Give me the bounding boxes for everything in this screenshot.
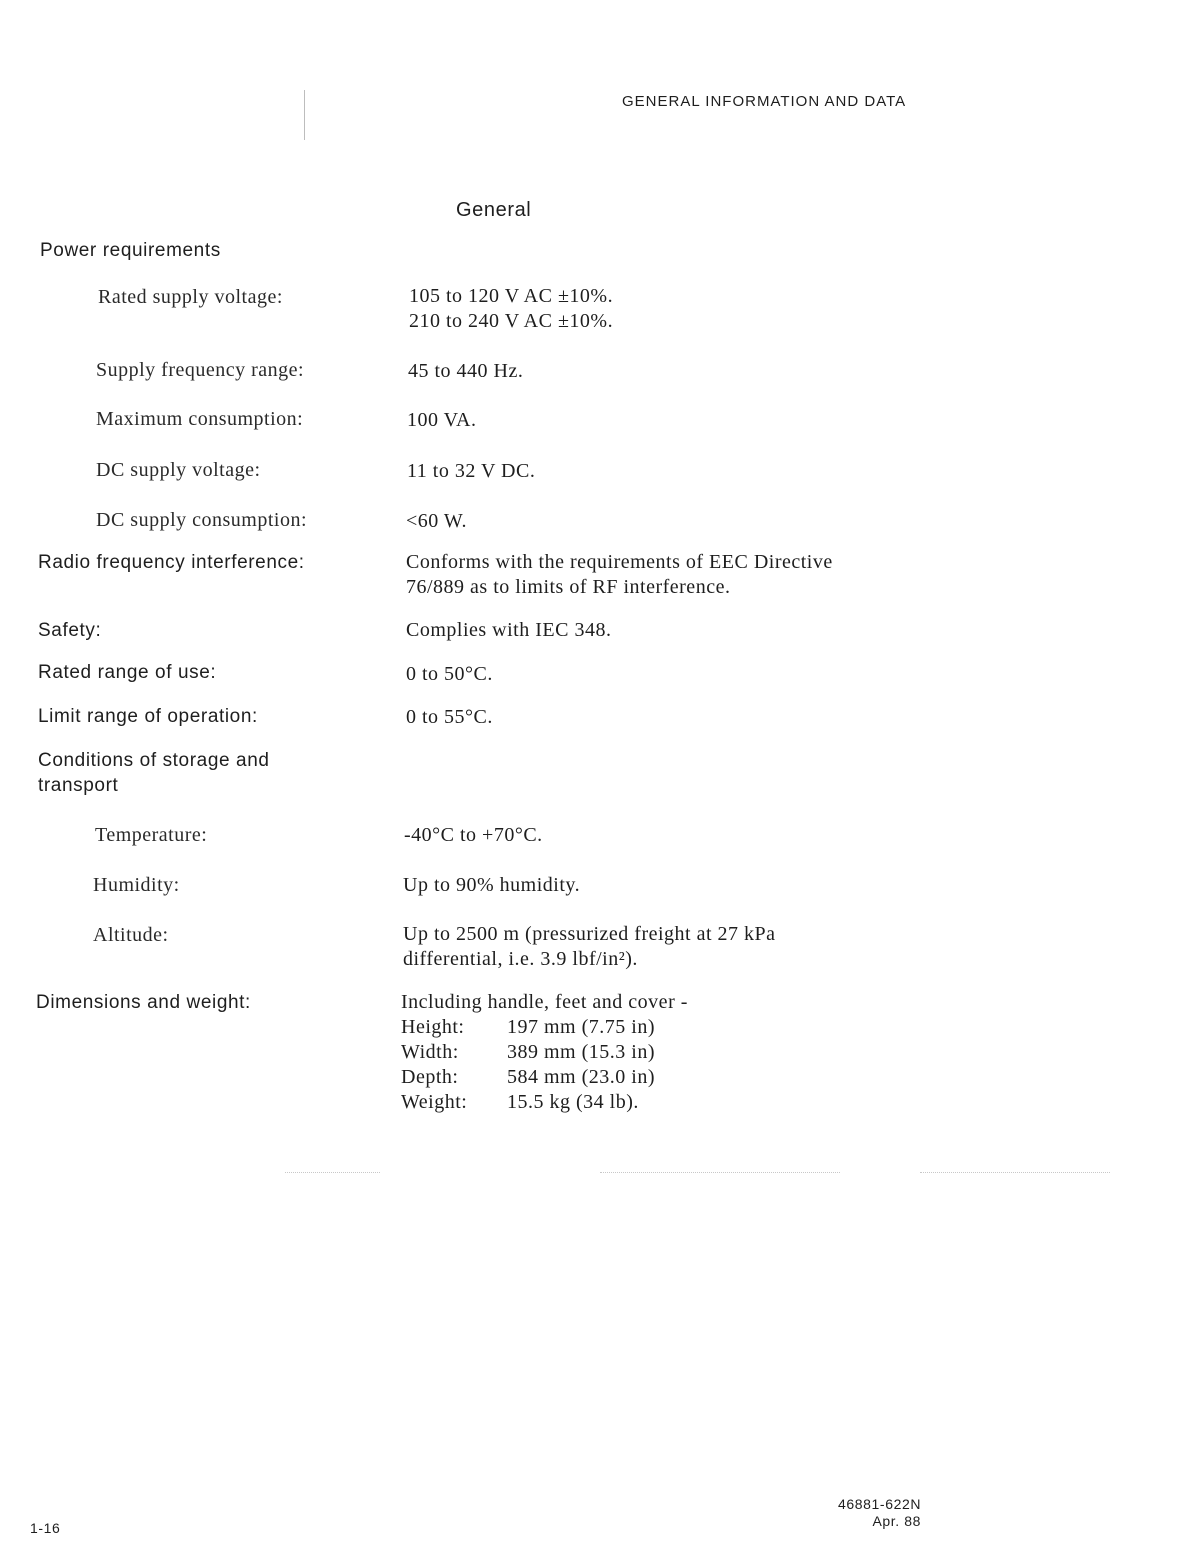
running-header: GENERAL INFORMATION AND DATA xyxy=(622,93,907,110)
value-line: 76/889 as to limits of RF interference. xyxy=(406,576,731,598)
dc-supply-consumption-label: DC supply consumption: xyxy=(96,509,308,531)
scan-artifact xyxy=(600,1172,840,1173)
altitude-label: Altitude: xyxy=(93,924,169,946)
scan-artifact xyxy=(920,1172,1110,1173)
limit-range-value: 0 to 55°C. xyxy=(406,706,493,728)
page-number: 1-16 xyxy=(30,1520,61,1536)
maximum-consumption-label: Maximum consumption: xyxy=(96,408,304,430)
document-reference xyxy=(838,1496,921,1530)
rated-supply-voltage-value xyxy=(409,284,613,334)
dimension-value: 389 mm (15.3 in) xyxy=(507,1041,655,1063)
humidity-value: Up to 90% humidity. xyxy=(403,874,581,896)
value-line: differential, i.e. 3.9 lbf/in²). xyxy=(403,948,638,970)
dimensions-label: Dimensions and weight: xyxy=(36,992,251,1013)
dc-supply-voltage-label: DC supply voltage: xyxy=(96,459,261,481)
dimension-value: 584 mm (23.0 in) xyxy=(507,1066,655,1088)
supply-frequency-label: Supply frequency range: xyxy=(96,359,305,381)
limit-range-label: Limit range of operation: xyxy=(38,706,258,727)
dc-supply-consumption-value: <60 W. xyxy=(406,510,467,532)
dimensions-value xyxy=(401,990,688,1115)
rated-range-value: 0 to 50°C. xyxy=(406,663,493,685)
rfi-value xyxy=(406,550,833,600)
rated-supply-voltage-label: Rated supply voltage: xyxy=(98,286,283,308)
dimension-value: 15.5 kg (34 lb). xyxy=(507,1091,639,1113)
supply-frequency-value: 45 to 440 Hz. xyxy=(408,360,524,382)
dimensions-table xyxy=(401,1015,688,1115)
temperature-label: Temperature: xyxy=(95,824,208,846)
dc-supply-voltage-value: 11 to 32 V DC. xyxy=(407,460,536,482)
heading-line: transport xyxy=(38,775,119,796)
dimension-value: 197 mm (7.75 in) xyxy=(507,1016,655,1038)
document-number: 46881-622N xyxy=(838,1496,922,1512)
value-line: Conforms with the requirements of EEC Directive xyxy=(406,551,833,573)
value-line: 105 to 120 V AC ±10%. xyxy=(409,285,614,307)
temperature-value: -40°C to +70°C. xyxy=(404,824,543,846)
humidity-label: Humidity: xyxy=(93,874,180,896)
dimension-name: Depth: xyxy=(401,1066,459,1088)
heading-line: Conditions of storage and xyxy=(38,750,270,771)
value-line: Up to 2500 m (pressurized freight at 27 kPa xyxy=(403,923,776,945)
rfi-label: Radio frequency interference: xyxy=(38,552,305,573)
section-title: General xyxy=(456,199,532,221)
altitude-value xyxy=(403,922,776,972)
value-line: 210 to 240 V AC ±10%. xyxy=(409,310,614,332)
safety-label: Safety: xyxy=(38,620,102,641)
maximum-consumption-value: 100 VA. xyxy=(407,409,477,431)
dimension-name: Width: xyxy=(401,1041,459,1063)
dimensions-intro: Including handle, feet and cover - xyxy=(401,991,688,1013)
margin-rule xyxy=(304,90,305,140)
rated-range-label: Rated range of use: xyxy=(38,662,217,683)
power-requirements-heading: Power requirements xyxy=(40,240,221,261)
dimension-name: Weight: xyxy=(401,1091,468,1113)
scan-artifact xyxy=(285,1172,380,1173)
storage-heading xyxy=(38,748,270,798)
safety-value: Complies with IEC 348. xyxy=(406,619,612,641)
dimension-name: Height: xyxy=(401,1016,465,1038)
document-date: Apr. 88 xyxy=(872,1513,922,1529)
